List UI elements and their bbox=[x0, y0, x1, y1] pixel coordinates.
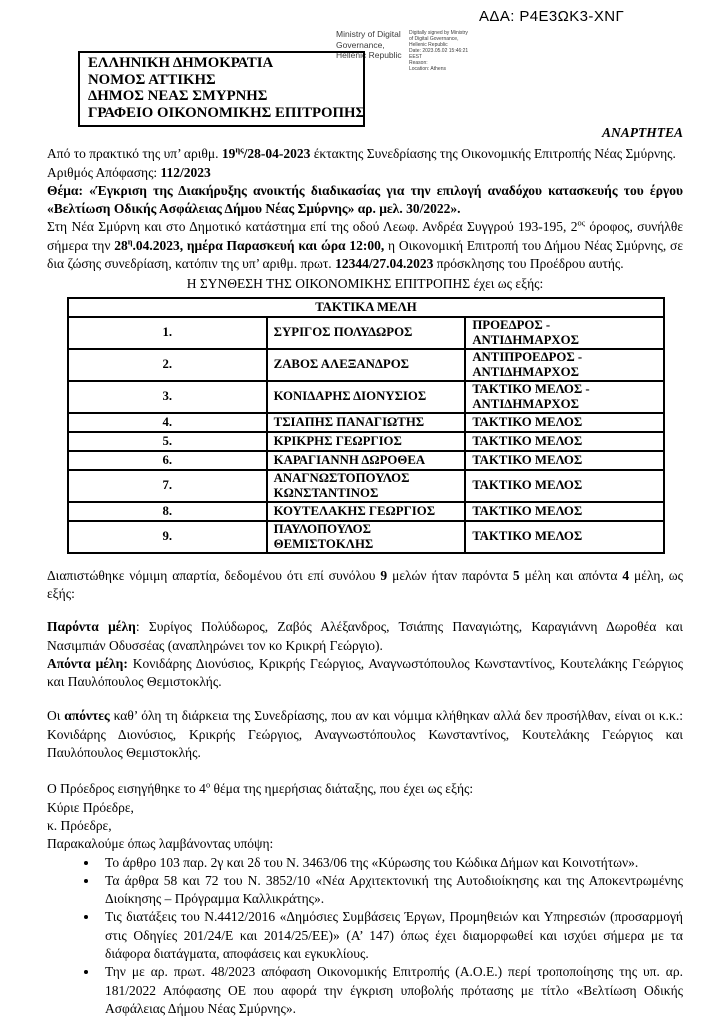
table-row: 8. ΚΟΥΤΕΛΑΚΗΣ ΓΕΩΡΓΙΟΣ ΤΑΚΤΙΚΟ ΜΕΛΟΣ bbox=[68, 502, 664, 521]
letterhead-line-republic: ΕΛΛΗΝΙΚΗ ΔΗΜΟΚΡΑΤΙΑ bbox=[88, 55, 274, 71]
stamp-detail-line: of Digital Governance, bbox=[409, 36, 459, 42]
decision-number-label: Αριθμός Απόφασης: bbox=[47, 164, 161, 180]
intro-paragraph bbox=[47, 145, 683, 163]
legal-basis-item: • Τα άρθρα 58 και 72 του Ν. 3852/10 «Νέα Αρχιτεκτονική της Αυτοδιοίκησης και της Αποκεντρωμένης Διοίκησης – Πρόγραμμα Καλλικράτης». bbox=[99, 872, 683, 909]
legal-basis-item: • Την με αρ. πρωτ. 48/2023 απόφαση Οικονομικής Επιτροπής (Α.Ο.Ε.) περί τροποποίησης της υπ. αρ. 181/2022 Απόφασης ΟΕ που αφορά την έγκριση υποβολής πρότασης με τίτλο «Βελτίωση Οδικής Ασφάλειας Δήμου Νέας Σμύρνης». bbox=[99, 963, 683, 1018]
meeting-datetime: $28^\eta.04.2023$, ημέρα Παρασκευή και ώρα 12:00, bbox=[114, 237, 385, 253]
stamp-detail-line: Hellenic Republic bbox=[409, 42, 448, 48]
table-row: 1. ΣΥΡΙΓΟΣ ΠΟΛΥΔΩΡΟΣ ΠΡΟΕΔΡΟΣ - ΑΝΤΙΔΗΜΑΡΧΟΣ bbox=[68, 317, 664, 349]
floor-ordinal-suffix: ος bbox=[577, 218, 585, 228]
decision-number-line bbox=[47, 164, 683, 182]
letterhead-box bbox=[78, 51, 365, 127]
table-row: 3. ΚΟΝΙΔΑΡΗΣ ΔΙΟΝΥΣΙΟΣ ΤΑΚΤΙΚΟ ΜΕΛΟΣ - ΑΝΤΙΔΗΜΑΡΧΟΣ bbox=[68, 381, 664, 413]
absentees-paragraph: Οι απόντες καθ’ όλη τη διάρκεια της Συνεδρίασης, που αν και νόμιμα κλήθηκαν αλλά δεν προσήλθαν, είναι οι κ.κ.: Κονιδάρης Διονύσιος, Κρικρής Γεώργιος, Αναγνωστόπουλος Κωνσταντίνος, Κουτελάκης Γεώργιος και Παυλόπουλος Θεμιστοκλής. bbox=[47, 708, 683, 761]
table-row: 7. ΑΝΑΓΝΩΣΤΟΠΟΥΛΟΣ ΚΩΝΣΤΑΝΤΙΝΟΣ ΤΑΚΤΙΚΟ ΜΕΛΟΣ bbox=[68, 470, 664, 502]
stamp-detail-line: Location: Athens bbox=[409, 66, 446, 72]
letterhead-line-municipality: ΔΗΜΟΣ ΝΕΑΣ ΣΜΥΡΝΗΣ bbox=[88, 88, 268, 105]
stamp-detail-line: Reason: bbox=[409, 60, 428, 66]
table-row: 5. ΚΡΙΚΡΗΣ ΓΕΩΡΓΙΟΣ ΤΑΚΤΙΚΟ ΜΕΛΟΣ bbox=[68, 432, 664, 451]
present-members-label: Παρόντα μέλη bbox=[47, 619, 136, 635]
letterhead-line-office: ΓΡΑΦΕΙΟ ΟΙΚΟΝΟΜΙΚΗΣ ΕΠΙΤΡΟΠΗΣ bbox=[88, 104, 366, 121]
invitation-protocol-number: 12344/27.04.2023 bbox=[335, 256, 434, 272]
composition-heading: Η ΣΥΝΘΕΣΗ ΤΗΣ ΟΙΚΟΝΟΜΙΚΗΣ ΕΠΙΤΡΟΠΗΣ έχει ως εξής: bbox=[186, 276, 544, 292]
subject-text: «Έγκριση της Διακήρυξης ανοικτής διαδικασίας για την επιλογή αναδόχου κατασκευής του έργου «Βελτίωση Οδικής Ασφάλειας Δήμου Νέας Σμύρνης» αρ. μελ. 30/2022». bbox=[47, 182, 683, 217]
session-date: $19^{\eta\varsigma}/28-04-2023$ bbox=[221, 145, 311, 162]
subject-paragraph bbox=[47, 182, 683, 219]
letterhead-line-prefecture: ΝΟΜΟΣ ΑΤΤΙΚΗΣ bbox=[88, 71, 216, 88]
meeting-paragraph: Στη Νέα Σμύρνη και στο Δημοτικό κατάστημα επί της οδού Λεωφ. Ανδρέα Συγγρού 193-195, $2^{o\varsigma}$ όροφος, συνήλθε σήμερα την $28^\eta.04.2023$, ημέρα Παρασκευή και ώρα 12:00, η Οικονομική Επιτροπή του Δήμου Νέας Σμύρνης, σε δια ζώσης συνεδρίαση, κατόπιν της υπ’ αριθμ. πρωτ. 12344/27.04.2023 πρόσκλησης του Προέδρου αυτής. bbox=[47, 218, 683, 272]
agenda-item-ordinal: ο bbox=[205, 780, 211, 790]
table-row: 9. ΠΑΥΛΟΠΟΥΛΟΣ ΘΕΜΙΣΤΟΚΛΗΣ ΤΑΚΤΙΚΟ ΜΕΛΟΣ bbox=[68, 521, 664, 553]
legal-basis-item: • Το άρθρο 103 παρ. 2γ και 2δ του Ν. 3463/06 της «Κύρωσης του Κώδικα Δήμων και Κοινοτήτων». bbox=[99, 854, 683, 872]
stamp-detail-line: Date: 2023.05.02 15:46:21 bbox=[409, 48, 469, 54]
document-body bbox=[47, 124, 683, 1018]
total-members-count: 9 bbox=[380, 567, 388, 583]
chairman-intro-line: Ο Πρόεδρος εισηγήθηκε το $4^o$ θέμα της ημερήσιας διάταξης, που έχει ως εξής: bbox=[47, 780, 474, 797]
table-row: 4. ΤΣΙΑΠΗΣ ΠΑΝΑΓΙΩΤΗΣ ΤΑΚΤΙΚΟ ΜΕΛΟΣ bbox=[68, 413, 664, 432]
stamp-authority-line: Hellenic Republic bbox=[336, 50, 402, 60]
intro-text: Από το πρακτικό της υπ’ αριθμ. bbox=[47, 146, 222, 162]
table-title: ΤΑΚΤΙΚΑ ΜΕΛΗ bbox=[68, 298, 664, 317]
anartitea-label: ΑΝΑΡΤΗΤΕΑ bbox=[601, 125, 683, 140]
subject-label: Θέμα: bbox=[47, 182, 83, 198]
intro-text: έκτακτης Συνεδρίασης της Οικονομικής Επιτροπής Νέας Σμύρνης. bbox=[310, 146, 676, 162]
present-members-count: 5 bbox=[512, 567, 520, 583]
quorum-paragraph: Διαπιστώθηκε νόμιμη απαρτία, δεδομένου ότι επί συνόλου 9 μελών ήταν παρόντα 5 μέλη και απόντα 4 μέλη, ως εξής: bbox=[47, 567, 683, 601]
stamp-authority-line: Ministry of Digital bbox=[336, 29, 401, 39]
salutation-line-2: κ. Πρόεδρε, bbox=[47, 817, 112, 833]
stamp-detail-line: Digitally signed by Ministry bbox=[409, 30, 468, 36]
absent-members-paragraph: Απόντα μέλη: Κονιδάρης Διονύσιος, Κρικρής Γεώργιος, Αναγνωστόπουλος Κωνσταντίνος, Κουτελάκης Γεώργιος και Παυλόπουλος Θεμιστοκλής. bbox=[47, 655, 683, 690]
absent-members-count: 4 bbox=[622, 567, 630, 583]
stamp-authority-line: Governance, bbox=[336, 39, 385, 50]
decision-number-value: 112/2023 bbox=[160, 164, 211, 180]
absentees-emphasis: απόντες bbox=[64, 708, 110, 724]
table-row: 2. ΖΑΒΟΣ ΑΛΕΞΑΝΔΡΟΣ ΑΝΤΙΠΡΟΕΔΡΟΣ - ΑΝΤΙΔΗΜΑΡΧΟΣ bbox=[68, 349, 664, 381]
salutation-line-1: Κύριε Πρόεδρε, bbox=[47, 799, 134, 815]
table-row: 6. ΚΑΡΑΓΙΑΝΝΗ ΔΩΡΟΘΕΑ ΤΑΚΤΙΚΟ ΜΕΛΟΣ bbox=[68, 451, 664, 470]
legal-basis-list bbox=[47, 854, 683, 1019]
request-line: Παρακαλούμε όπως λαμβάνοντας υπόψη: bbox=[47, 836, 274, 852]
present-members-paragraph: Παρόντα μέλη: Συρίγος Πολύδωρος, Ζαβός Αλέξανδρος, Τσιάπης Παναγιώτης, Καραγιάννη Δωροθέα και Νασιμπιάν Οδυσσέας (αναπληρώνει τον κο Κρικρή Γεώργιο). bbox=[47, 619, 683, 653]
ada-number: ΑΔΑ: Ρ4Ε3ΩΚ3-ΧΝΓ bbox=[479, 8, 625, 25]
stamp-detail-line: EEST bbox=[409, 54, 423, 60]
absent-members-label: Απόντα μέλη: bbox=[47, 655, 128, 671]
legal-basis-item: • Τις διατάξεις του Ν.4412/2016 «Δημόσιες Συμβάσεις Έργων, Προμηθειών και Υπηρεσιών (προσαρμογή στις Οδηγίες 201/24/Ε και 2014/25/ΕΕ)» (Α’ 147) όπως έχει διαμορφωθεί και ισχύει σήμερα με τα διάφορα διατάγματα, αποφάσεις και εγκυκλίους. bbox=[99, 908, 683, 963]
table-title-row bbox=[68, 298, 664, 317]
stamp-signature-details bbox=[409, 29, 497, 72]
members-table bbox=[67, 297, 665, 554]
